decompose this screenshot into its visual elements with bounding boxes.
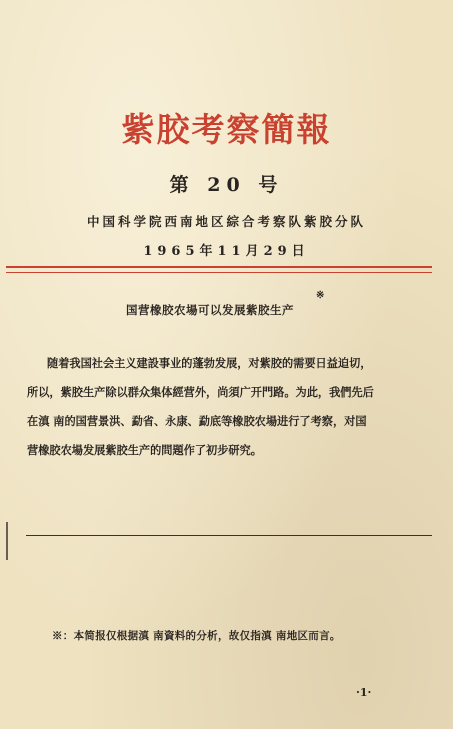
article-title: 国营橡胶农場可以发展紫胶生产	[126, 303, 294, 317]
body-line: 在滇 南的国营景洪、勐省、永康、勐底等橡胶农場进行了考察，对国	[27, 414, 367, 428]
binding-mark	[6, 522, 8, 560]
bulletin-title: 紫胶考察簡報	[121, 110, 332, 149]
footnote-marker: ※	[316, 290, 325, 301]
footnote: ※：本简报仅根据滇 南資料的分析，故仅指滇 南地区而言。	[52, 630, 341, 642]
body-line: 随着我国社会主义建設事业的蓬勃发展，对紫胶的需要日益迫切，	[47, 356, 372, 370]
issuing-organization: 中国科学院西南地区綜合考察队紫胶分队	[86, 214, 366, 229]
header-divider	[6, 266, 432, 268]
page-number: ·1·	[356, 686, 372, 699]
article-body	[27, 349, 431, 465]
header-divider-thin	[6, 272, 432, 273]
issue-number: 第 20 号	[169, 174, 284, 196]
body-line: 营橡胶农場发展紫胶生产的問題作了初步研究。	[27, 443, 262, 457]
body-line: 所以，紫胶生产除以群众集体經营外，尚須广开門路。为此，我們先后	[27, 385, 374, 399]
footnote-divider	[26, 535, 432, 536]
issue-date: 1965年11月29日	[143, 244, 310, 259]
